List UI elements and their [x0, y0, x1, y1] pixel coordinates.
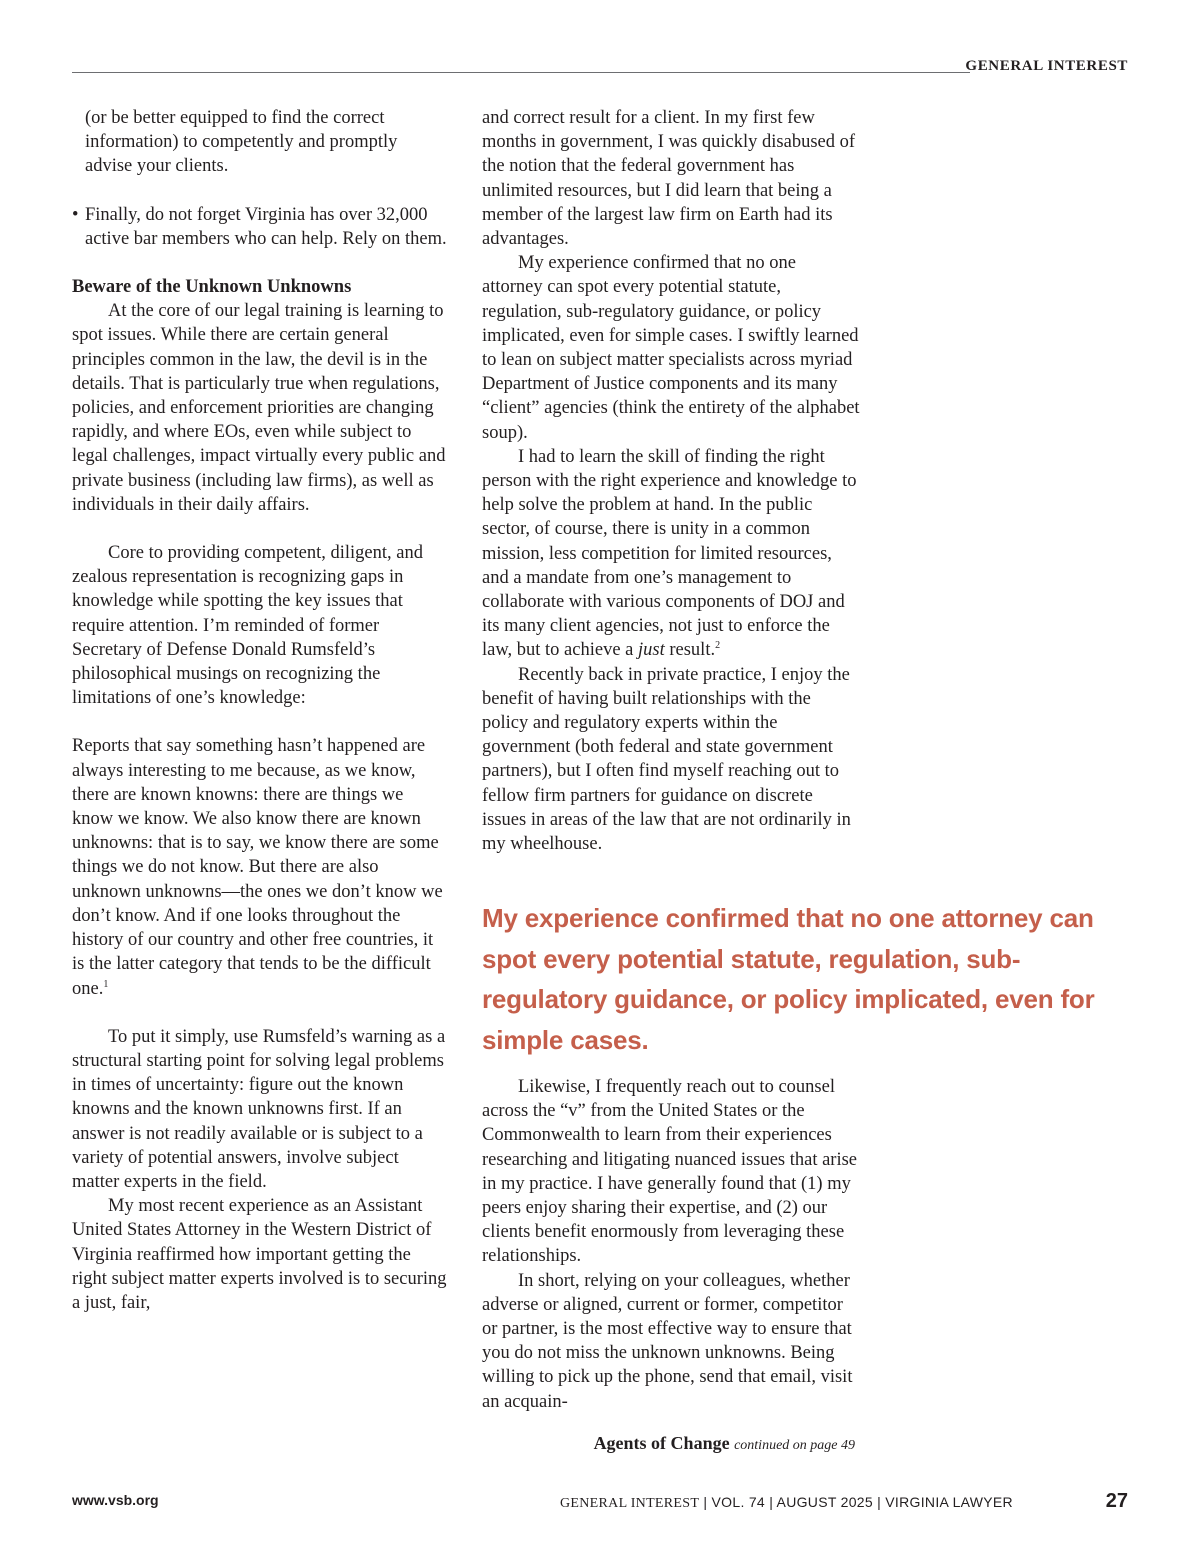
- paragraph: My most recent experience as an Assistant United States Attorney in the Western District of Virginia reaffirmed how important getting the right subject matter experts involved is to securing a just, fair,: [72, 1196, 447, 1313]
- right-column-lower: [482, 1075, 860, 1414]
- continued-article-title: Agents of Change: [593, 1433, 730, 1453]
- block-quote-text: Reports that say something hasn’t happened are always interesting to me because, as we know, there are known knowns: there are things we know we know. We also know there are known unknowns: that is to say, we know there are some things we do not know. But there are also unknown unknowns—the ones we don’t know we don’t know. And if one looks throughout the history of our country and other free countries, it is the latter category that tends to be the difficult one.: [72, 736, 443, 999]
- left-column: [72, 106, 448, 1315]
- footer-separator: |: [699, 1494, 712, 1510]
- paragraph: Core to providing competent, diligent, and zealous representation is recognizing gaps in knowledge while spotting the key issues that require attention. I’m reminded of former Secretary of Defense Donald Rumsfeld’s philosophical musings on recognizing the limitations of one’s knowledge:: [72, 543, 423, 709]
- bullet-text: Finally, do not forget Virginia has over 32,000 active bar members who can help. Rely on them.: [85, 204, 447, 249]
- paragraph: Likewise, I frequently reach out to counsel across the “v” from the United States or the Commonwealth to learn from their experiences researching and litigating nuanced issues that arise in my practice. I have generally found that (1) my peers enjoy sharing their expertise, and (2) our clients benefit enormously from leveraging these relationships.: [482, 1077, 858, 1267]
- bullet-icon: •: [72, 204, 79, 225]
- paragraph: To put it simply, use Rumsfeld’s warning as a structural starting point for solving legal problems in times of uncertainty: figure out the known knowns and the known unknowns first. If an answer is not readily available or is subject to a variety of potential answers, involve subject matter experts in the field.: [72, 1026, 446, 1192]
- footnote-ref: 2: [715, 640, 721, 652]
- section-label: GENERAL INTEREST: [965, 58, 1128, 74]
- footer-section: GENERAL INTEREST: [560, 1496, 700, 1511]
- paragraph: Recently back in private practice, I enjoy the benefit of having built relationships with the policy and regulatory experts within the government (both federal and state government partners), but I often find myself reaching out to fellow firm partners for guidance on discrete issues in areas of the law that are not ordinarily in my wheelhouse.: [482, 664, 851, 855]
- emphasis: just: [638, 640, 665, 661]
- bullet-item: [72, 203, 448, 251]
- right-column: [482, 106, 860, 856]
- paragraph: My experience confirmed that no one attorney can spot every potential statute, regulation, sub-regulatory guidance, or policy implicated, even for simple cases. I swiftly learned to lean on subject matter specialists across myriad Department of Justice components and its many “client” agencies (think the entirety of the alphabet soup).: [482, 253, 860, 443]
- bullet-continuation: (or be better equipped to find the correct information) to competently and promptly advise your clients.: [85, 108, 398, 177]
- continued-page-note: continued on page 49: [734, 1438, 855, 1453]
- continuation-note: [482, 1433, 855, 1454]
- paragraph: In short, relying on your colleagues, whether adverse or aligned, current or former, competitor or partner, is the most effective way to ensure that you do not miss the unknown unknowns. Being willing to pick up the phone, send that email, visit an acquain-: [482, 1270, 853, 1412]
- footer-issue: VOL. 74 | AUGUST 2025 | VIRGINIA LAWYER: [711, 1494, 1013, 1510]
- footer-issue-info: [560, 1494, 1013, 1512]
- page-number: 27: [1105, 1490, 1128, 1512]
- paragraph: and correct result for a client. In my first few months in government, I was quickly disabused of the notion that the federal government has unlimited resources, but I did learn that being a member of the largest law firm on Earth had its advantages.: [482, 108, 856, 250]
- header-rule: [72, 72, 970, 73]
- footnote-ref: 1: [103, 978, 109, 990]
- block-quote: [72, 734, 448, 1000]
- paragraph: I had to learn the skill of finding the right person with the right experience and knowledge to help solve the problem at hand. In the public sector, of course, there is unity in a common mission, less competition for limited resources, and a mandate from one’s management to collaborate with various components of DOJ and its many client agencies, not just to enforce the law, but to achieve a just result.$^2$: [482, 446, 857, 661]
- paragraph: At the core of our legal training is learning to spot issues. While there are certain general principles common in the law, the devil is in the details. That is particularly true when regulations, policies, and enforcement priorities are changing rapidly, and where EOs, even while subject to legal challenges, impact virtually every public and private business (including law firms), as well as individuals in their daily affairs.: [72, 301, 446, 515]
- pull-quote: My experience confirmed that no one attorney can spot every potential statute, regulation, sub-regulatory guidance, or policy implicated, even for simple cases.: [482, 903, 1095, 1055]
- subheading: Beware of the Unknown Unknowns: [72, 277, 352, 298]
- footer-url: www.vsb.org: [72, 1492, 159, 1508]
